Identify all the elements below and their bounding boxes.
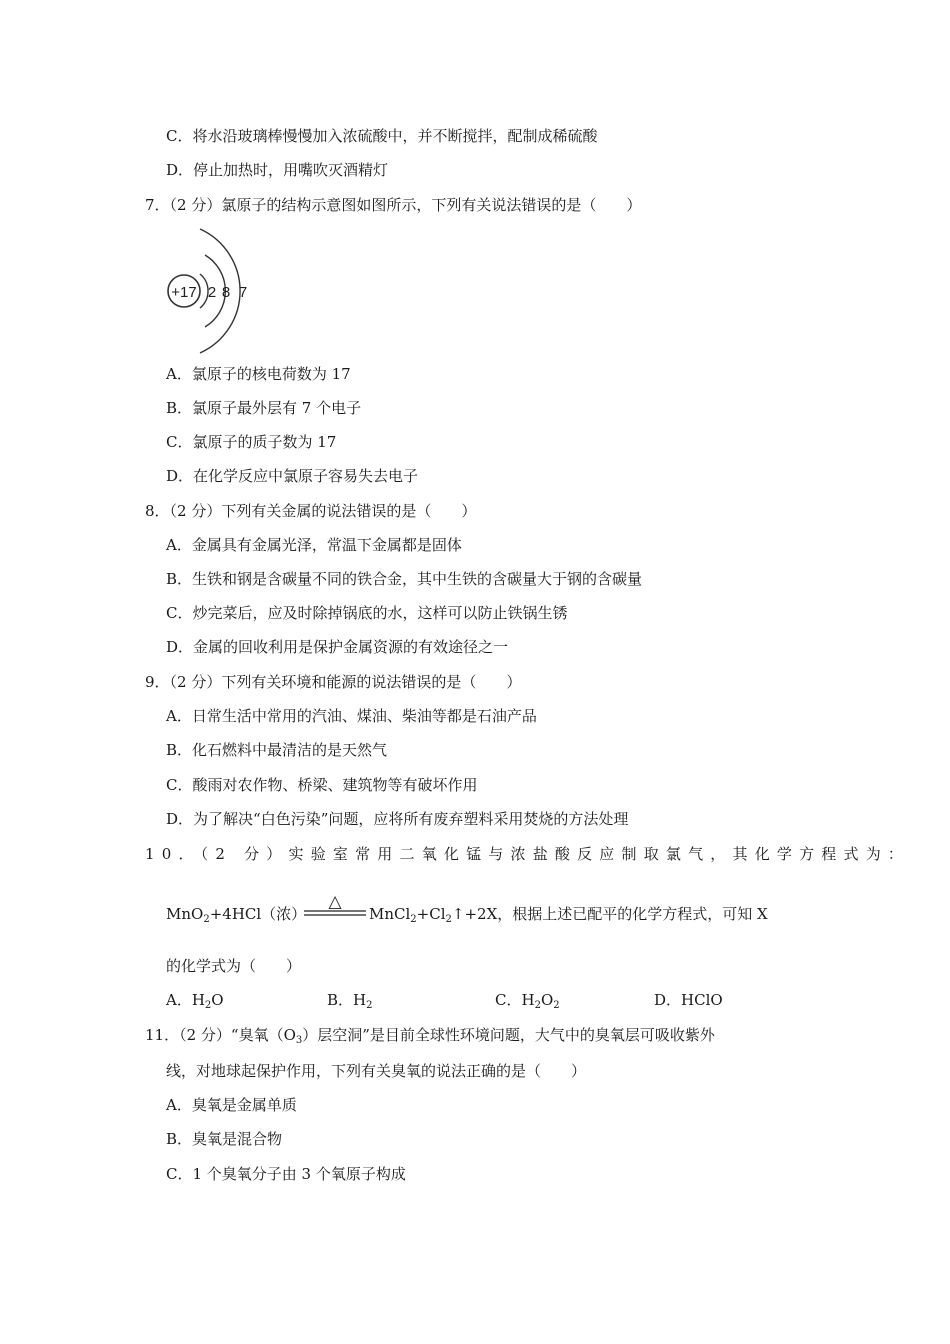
reaction-condition-heat — [303, 890, 367, 924]
q7-option-a: A．氯原子的核电荷数为 17 — [166, 365, 351, 383]
q10-equation-left — [166, 904, 306, 924]
q11-stem-pre: 11．（2 分）“臭氧（O — [145, 1026, 296, 1044]
q11-option-b: B．臭氧是混合物 — [166, 1130, 283, 1148]
q10-option-b-sub: 2 — [366, 1000, 373, 1011]
q10-option-a-pre: A．H — [166, 991, 205, 1009]
q10-option-c-pre: C．H — [495, 991, 535, 1009]
chlorine-atom-structure-diagram — [162, 222, 272, 357]
eq-rest: ↑+2X，根据上述已配平的化学方程式，可知 X — [451, 905, 768, 923]
q6-option-c: C．将水沿玻璃棒慢慢加入浓硫酸中，并不断搅拌，配制成稀硫酸 — [166, 127, 598, 145]
q9-option-c: C．酸雨对农作物、桥梁、建筑物等有破坏作用 — [166, 776, 478, 794]
q8-option-d: D．金属的回收利用是保护金属资源的有效途径之一 — [166, 638, 509, 656]
q8-option-a: A．金属具有金属光泽，常温下金属都是固体 — [166, 536, 462, 554]
electron-shell-1 — [200, 274, 208, 308]
q9-option-d: D．为了解决“白色污染”问题，应将所有废弃塑料采用焚烧的方法处理 — [166, 810, 629, 828]
eq-hcl: +4HCl（浓） — [209, 905, 307, 923]
q10-option-b — [327, 990, 372, 1010]
eq-cl: +Cl — [416, 905, 446, 923]
shell-3-electrons: 7 — [238, 284, 248, 301]
q8-option-c: C．炒完菜后，应及时除掉锅底的水，这样可以防止铁锅生锈 — [166, 604, 568, 622]
q11-stem — [145, 1025, 715, 1045]
q9-option-a: A．日常生活中常用的汽油、煤油、柴油等都是石油产品 — [166, 707, 537, 725]
q10-option-c — [495, 990, 560, 1010]
q7-option-b: B．氯原子最外层有 7 个电子 — [166, 399, 362, 417]
q10-option-a-post: O — [211, 991, 224, 1009]
q11-stem-line2: 线，对地球起保护作用，下列有关臭氧的说法正确的是（ ） — [166, 1062, 587, 1080]
q10-stem-end: 的化学式为（ ） — [166, 957, 302, 975]
q9-option-b: B．化石燃料中最清洁的是天然气 — [166, 741, 388, 759]
q11-option-c: C．1 个臭氧分子由 3 个氧原子构成 — [166, 1165, 406, 1183]
q10-stem: 10．（2 分）实验室常用二氧化锰与浓盐酸反应制取氯气，其化学方程式为： — [145, 845, 911, 863]
electron-shell-3 — [200, 229, 240, 353]
q10-option-d: D．HClO — [654, 991, 723, 1009]
shell-2-electrons: 8 — [221, 284, 231, 301]
q10-option-c-mid: O — [540, 991, 554, 1009]
q11-option-a: A．臭氧是金属单质 — [166, 1096, 297, 1114]
eq-mno-subscript: 2 — [203, 914, 210, 925]
q8-option-b: B．生铁和钢是含碳量不同的铁合金，其中生铁的含碳量大于钢的含碳量 — [166, 570, 643, 588]
q7-stem: 7．（2 分）氯原子的结构示意图如图所示，下列有关说法错误的是（ ） — [145, 196, 642, 214]
q11-stem-post: ）层空洞”是目前全球性环境问题，大气中的臭氧层可吸收紫外 — [302, 1026, 715, 1044]
q10-option-a — [166, 990, 224, 1010]
q8-stem: 8．（2 分）下列有关金属的说法错误的是（ ） — [145, 502, 477, 520]
q7-option-d: D．在化学反应中氯原子容易失去电子 — [166, 467, 419, 485]
heat-symbol-icon: △ — [328, 892, 342, 912]
q9-stem: 9．（2 分）下列有关环境和能源的说法错误的是（ ） — [145, 673, 522, 691]
q10-equation-right — [369, 904, 768, 924]
eq-cl-subscript: 2 — [445, 914, 452, 925]
nucleus-charge: +17 — [171, 284, 197, 301]
q11-stem-sub: 3 — [295, 1035, 303, 1046]
q7-option-c: C．氯原子的质子数为 17 — [166, 433, 337, 451]
q10-option-c-sub2: 2 — [553, 1000, 560, 1011]
eq-mncl-subscript: 2 — [410, 914, 417, 925]
q10-option-a-sub: 2 — [204, 1000, 212, 1011]
eq-mncl: MnCl — [369, 905, 411, 923]
q10-option-c-sub1: 2 — [534, 1000, 541, 1011]
q6-option-d: D．停止加热时，用嘴吹灭酒精灯 — [166, 161, 389, 179]
shell-1-electrons: 2 — [207, 284, 217, 301]
q10-option-b-pre: B．H — [327, 991, 367, 1009]
eq-mno: MnO — [166, 905, 204, 923]
